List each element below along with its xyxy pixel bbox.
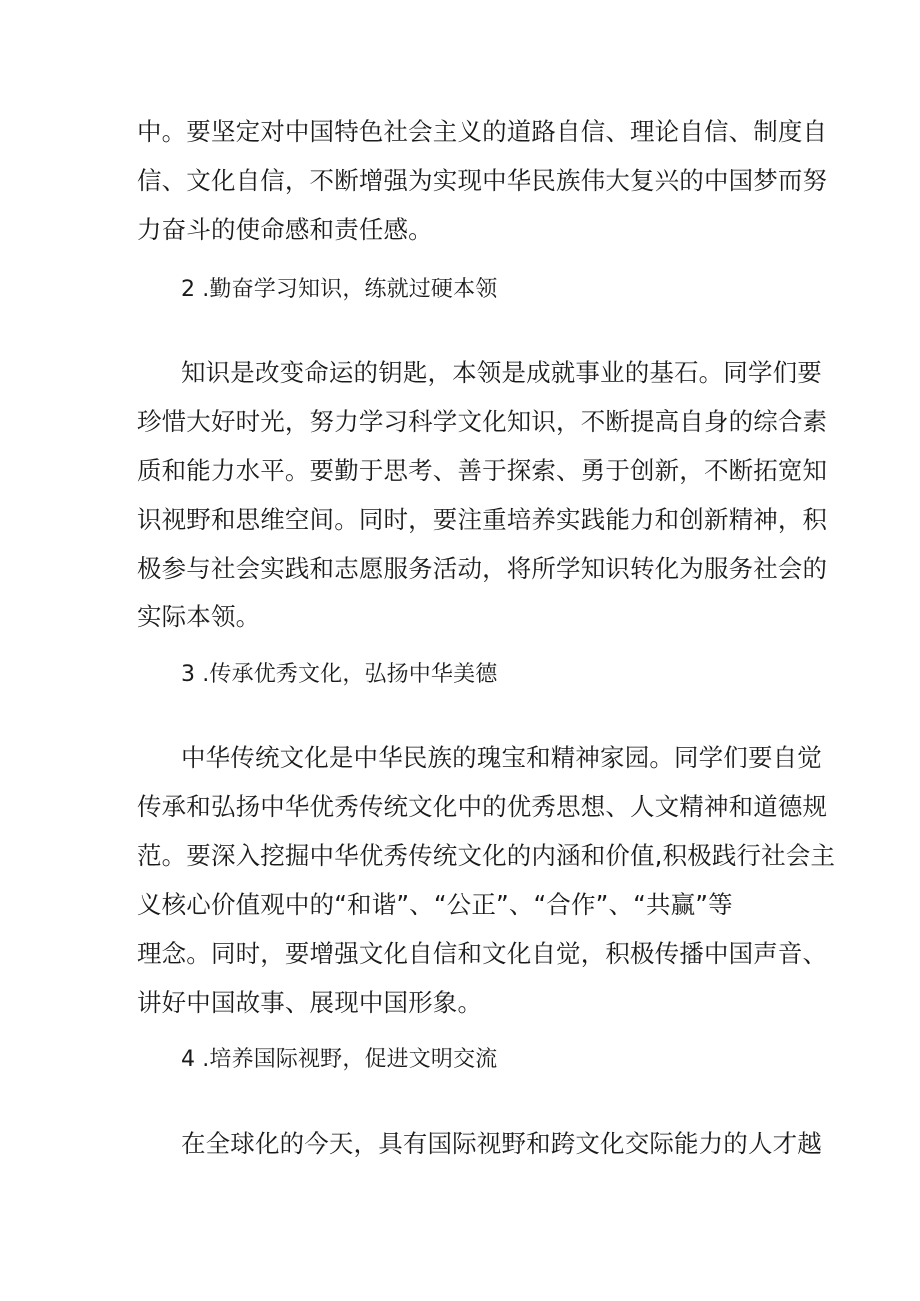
paragraph-line: 传承和弘扬中华优秀传统文化中的优秀思想、人文精神和道德规: [137, 792, 828, 821]
paragraph-line: 中。要坚定对中国特色社会主义的道路自信、理论自信、制度自: [137, 117, 828, 146]
paragraph-line: 义核心价值观中的“和谐”、“公正”、“合作”、“共赢”等: [137, 890, 733, 919]
section-heading-4: 4 .培养国际视野，促进文明交流: [181, 1047, 498, 1072]
paragraph-line: 范。要深入挖掘中华优秀传统文化的内涵和价值,积极践行社会主: [137, 841, 836, 870]
paragraph-line: 理念。同时，要增强文化自信和文化自觉，积极传播中国声音、: [137, 939, 828, 968]
paragraph-line: 质和能力水平。要勤于思考、善于探索、勇于创新，不断拓宽知: [137, 456, 828, 485]
paragraph-line: 实际本领。: [137, 602, 261, 631]
section-heading-2: 2 .勤奋学习知识，练就过硬本领: [181, 277, 498, 302]
paragraph-line: 讲好中国故事、展现中国形象。: [137, 988, 483, 1017]
paragraph-line: 珍惜大好时光，努力学习科学文化知识，不断提高自身的综合素: [137, 407, 828, 436]
paragraph-line: 力奋斗的使命感和责任感。: [137, 215, 433, 244]
paragraph-line: 在全球化的今天，具有国际视野和跨文化交际能力的人才越: [181, 1129, 822, 1158]
paragraph-line: 识视野和思维空间。同时，要注重培养实践能力和创新精神，积: [137, 505, 828, 534]
paragraph-line: 信、文化自信，不断增强为实现中华民族伟大复兴的中国梦而努: [137, 166, 828, 195]
paragraph-line: 中华传统文化是中华民族的瑰宝和精神家园。同学们要自觉: [181, 743, 822, 772]
section-heading-3: 3 .传承优秀文化，弘扬中华美德: [181, 662, 498, 687]
paragraph-line: 极参与社会实践和志愿服务活动，将所学知识转化为服务社会的: [137, 554, 828, 583]
paragraph-line: 知识是改变命运的钥匙，本领是成就事业的基石。同学们要: [181, 358, 822, 387]
